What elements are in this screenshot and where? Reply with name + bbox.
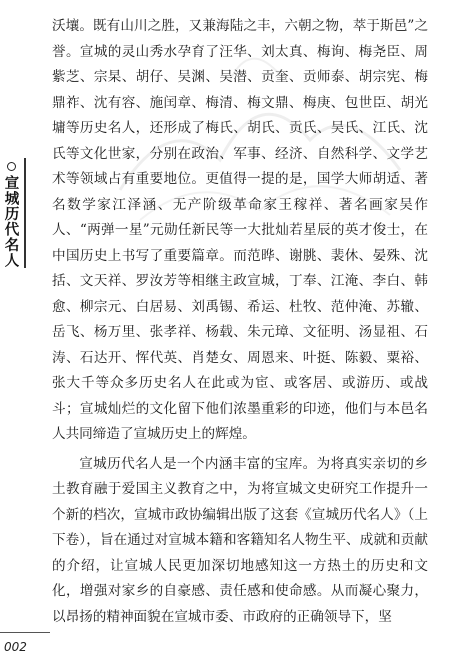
side-label-rule <box>24 158 26 268</box>
page-number-rule <box>0 632 50 633</box>
paragraph-2: 宣城历代名人是一个内涵丰富的宝库。为将真实亲切的乡土教育融于爱国主义教育之中，为将宣城文史研究工作提升一个新的档次，宣城市政协编辑出版了这套《宣城历代名人》（上下卷），旨在通过对宣城本籍和客籍知名人物生平、成就和贡献的介绍，让宣城人民更加深切地感知这一方热土的历史和文化，增强对家乡的自豪感、责任感和使命感。从而凝心聚力，以昂扬的精神面貌在宣城市委、市政府的正确领导下，坚 <box>52 455 428 625</box>
body-text <box>52 14 428 630</box>
section-side-label <box>0 162 22 268</box>
circle-bullet-icon <box>7 162 16 171</box>
paragraph-1: 沃壤。既有山川之胜，又兼海陆之丰，六朝之物，萃于斯邑”之誉。宣城的灵山秀水孕育了汪华、刘太真、梅询、梅尧臣、周紫芝、宗杲、胡仔、吴渊、吴潜、贡奎、贡师泰、胡宗宪、梅鼎祚、沈有容、施闰章、梅清、梅文鼎、梅庚、包世臣、胡光墉等历史名人，还形成了梅氏、胡氏、贡氏、吴氏、江氏、沈氏等文化世家，分别在政治、军事、经济、自然科学、文学艺术等领域占有重要地位。更值得一提的是，国学大师胡适、著名数学家江泽涵、无产阶级革命家王稼祥、著名画家吴作人、“两弹一星”元勋任新民等一大批灿若星辰的英才俊士，在中国历史上书写了重要篇章。而范晔、谢朓、裴休、晏殊、沈括、文天祥、罗汝芳等相继主政宣城，丁奉、江淹、李白、韩愈、柳宗元、白居易、刘禹锡、希运、杜牧、范仲淹、苏辙、岳飞、杨万里、张孝祥、杨载、朱元璋、文征明、汤显祖、石涛、石达开、恽代英、肖楚女、周恩来、叶挺、陈毅、粟裕、张大千等众多历史名人在此或为宦、或客居、或游历、或战斗；宣城灿烂的文化留下他们浓墨重彩的印迹，他们与本邑名人共同缔造了宣城历史上的辉煌。 <box>52 18 428 442</box>
page-number: 002 <box>4 640 27 654</box>
side-label-text: 宣城历代名人 <box>2 175 19 268</box>
